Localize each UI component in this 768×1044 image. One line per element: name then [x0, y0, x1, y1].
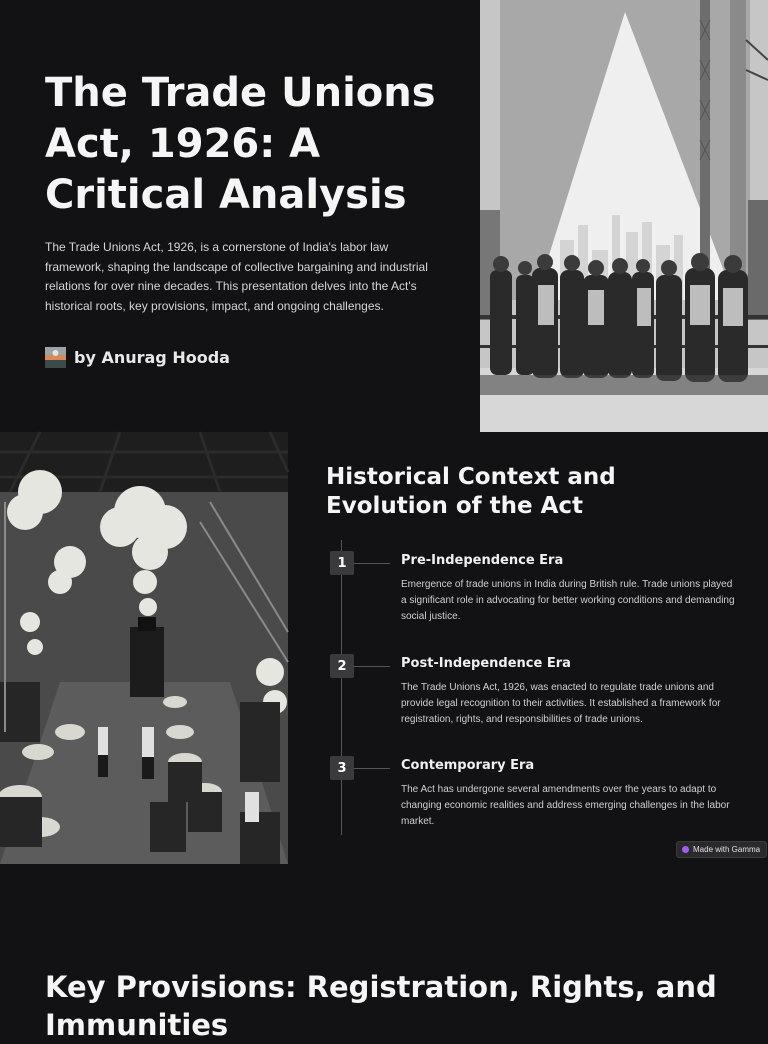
timeline-connector	[354, 666, 390, 667]
workers-skyline-image	[480, 0, 768, 432]
timeline-number-badge: 1	[330, 551, 354, 575]
timeline-description: The Trade Unions Act, 1926, was enacted to regulate trade unions and provide legal recognition to their activities. It established a framework for registration, rights, and responsibilities of trade unions.	[401, 682, 721, 725]
timeline-connector	[354, 768, 390, 769]
timeline-description: The Act has undergone several amendments over the years to adapt to changing economic realities and address emerging challenges in the labor market.	[401, 784, 730, 827]
factory-illustration	[0, 432, 288, 864]
timeline-heading: Pre-Independence Era	[401, 553, 564, 568]
section-title-history: Historical Context and Evolution of the Act	[326, 464, 616, 519]
author-avatar	[45, 347, 66, 368]
made-with-gamma-label: Made with Gamma	[693, 845, 761, 854]
timeline-description: Emergence of trade unions in India during British rule. Trade unions played a significant role in advocating for better working conditions and demanding social justice.	[401, 579, 735, 622]
timeline-number-badge: 3	[330, 756, 354, 780]
slide-title	[0, 0, 768, 432]
made-with-gamma-badge[interactable]	[676, 841, 767, 858]
intro-paragraph: The Trade Unions Act, 1926, is a cornerstone of India's labor law framework, shaping the landscape of collective bargaining and industrial relations for over nine decades. This presentation delves into the Act's historical roots, key provisions, impact, and ongoing challenges.	[45, 240, 428, 313]
author-name: by Anurag Hooda	[74, 348, 230, 367]
presentation-title: The Trade Unions Act, 1926: A Critical Analysis	[45, 70, 436, 218]
author-row	[45, 347, 230, 368]
timeline-connector	[354, 563, 390, 564]
gamma-logo-icon	[682, 846, 689, 853]
timeline-line	[341, 540, 342, 835]
timeline-number-badge: 2	[330, 654, 354, 678]
timeline-heading: Post-Independence Era	[401, 656, 571, 671]
section-title-key-provisions: Key Provisions: Registration, Rights, and Immunities	[45, 970, 717, 1042]
timeline-heading: Contemporary Era	[401, 758, 535, 773]
